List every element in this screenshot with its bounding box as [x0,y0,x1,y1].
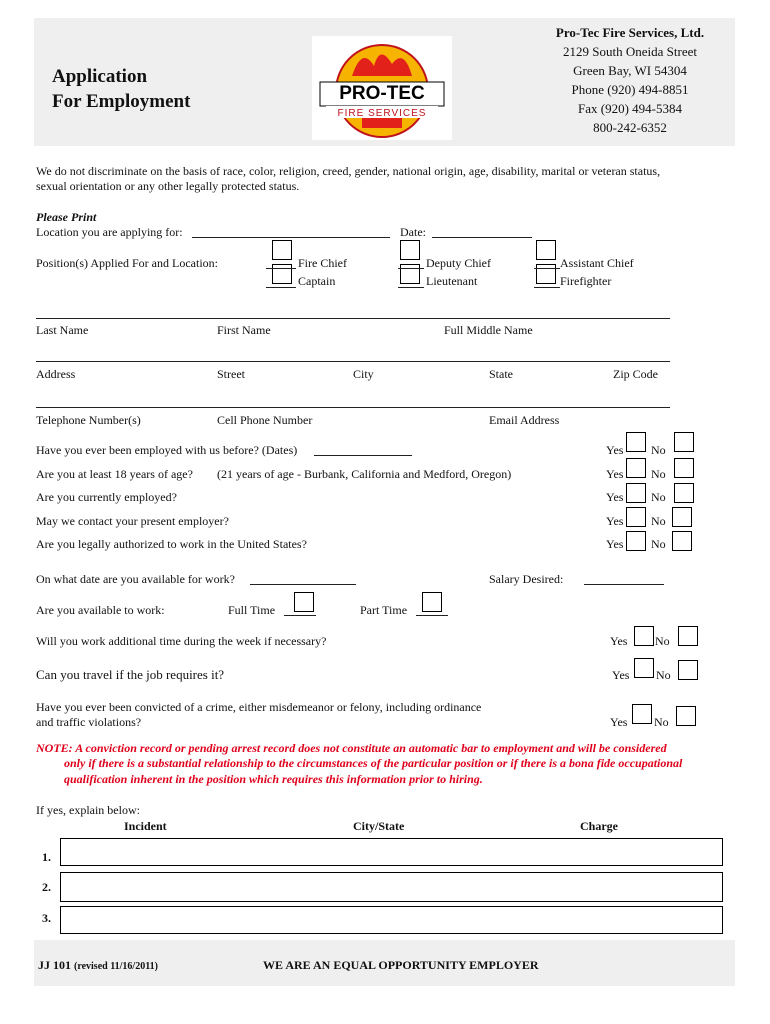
street-label: Street [217,367,245,381]
company-city: Green Bay, WI 54304 [573,63,687,78]
additional-time-question: Will you work additional time during the week if necessary? [36,634,327,648]
additional-time-yes-checkbox[interactable] [634,626,654,646]
date-input[interactable] [432,237,532,238]
yes-label: Yes [606,537,624,551]
logo-graphic [312,36,452,140]
note-line2: only if there is a substantial relationship to the circumstances of the particular position or if there is a bona fide occupational [64,756,683,770]
full-time-label: Full Time [228,603,276,617]
no-label: No [651,514,666,528]
full-time-checkbox[interactable] [294,592,314,612]
lieutenant-underline [398,287,424,288]
assistant-chief-underline [534,268,560,269]
revised-date: (revised 11/16/2011) [74,961,158,972]
incident-row-1-input[interactable] [60,838,723,866]
available-date-input[interactable] [250,584,356,585]
company-address: 2129 South Oneida Street [563,44,697,59]
lieutenant-label: Lieutenant [426,274,478,288]
travel-question: Can you travel if the job requires it? [36,667,225,682]
yes-label: Yes [612,668,630,682]
company-phone: Phone (920) 494-8851 [571,82,689,97]
city-state-header: City/State [353,819,405,833]
company-info [520,23,740,137]
salary-label: Salary Desired: [489,572,564,586]
fire-chief-checkbox[interactable] [272,240,292,260]
state-label: State [489,367,513,381]
row-number: 1. [42,850,51,864]
form-number-text: JJ 101 [38,958,71,972]
phone-input-line[interactable] [36,407,670,408]
cell-label: Cell Phone Number [217,413,313,427]
company-fax: Fax (920) 494-5384 [578,101,682,116]
currently-employed-yes-checkbox[interactable] [626,483,646,503]
authorized-yes-checkbox[interactable] [626,531,646,551]
age-yes-checkbox[interactable] [626,458,646,478]
yes-label: Yes [610,634,628,648]
deputy-chief-underline [398,268,424,269]
address-input-line[interactable] [36,361,670,362]
middle-name-label: Full Middle Name [444,323,533,337]
convicted-question-line1: Have you ever been convicted of a crime, either misdemeanor or felony, including ordinance [36,700,482,714]
assistant-chief-label: Assistant Chief [560,256,634,270]
name-input-line[interactable] [36,318,670,319]
firefighter-underline [534,287,560,288]
full-time-underline [284,615,316,616]
firefighter-label: Firefighter [560,274,612,288]
contact-employer-yes-checkbox[interactable] [626,507,646,527]
address-label: Address [36,367,76,381]
travel-yes-checkbox[interactable] [634,658,654,678]
firefighter-checkbox[interactable] [536,264,556,284]
question-contact-employer: May we contact your present employer? [36,514,229,528]
captain-underline [266,287,296,288]
question-age-note: (21 years of age - Burbank, California and Medford, Oregon) [217,467,512,481]
logo-text-bottom: FIRE SERVICES [337,108,427,119]
yes-label: Yes [606,514,624,528]
page-title [52,64,190,114]
part-time-checkbox[interactable] [422,592,442,612]
row-number: 3. [42,911,51,925]
travel-no-checkbox[interactable] [678,660,698,680]
no-label: No [656,668,671,682]
charge-header: Charge [580,819,618,833]
location-label: Location you are applying for: [36,225,183,239]
currently-employed-no-checkbox[interactable] [674,483,694,503]
explain-label: If yes, explain below: [36,803,140,817]
additional-time-no-checkbox[interactable] [678,626,698,646]
no-label: No [651,467,666,481]
employed-dates-input[interactable] [314,455,412,456]
captain-checkbox[interactable] [272,264,292,284]
question-employed-before: Have you ever been employed with us before? (Dates) [36,443,298,457]
note-line1: NOTE: A conviction record or pending arrest record does not constitute an automatic bar to employment and will be considered [36,741,667,755]
question-authorized: Are you legally authorized to work in the United States? [36,537,307,551]
authorized-no-checkbox[interactable] [672,531,692,551]
form-number [38,958,158,973]
no-label: No [651,443,666,457]
eoe-statement: WE ARE AN EQUAL OPPORTUNITY EMPLOYER [263,958,539,972]
deputy-chief-label: Deputy Chief [426,256,491,270]
assistant-chief-checkbox[interactable] [536,240,556,260]
title-line1: Application [52,66,148,87]
captain-label: Captain [298,274,336,288]
last-name-label: Last Name [36,323,89,337]
available-to-work-label: Are you available to work: [36,603,165,617]
company-logo [312,36,452,140]
company-tollfree: 800-242-6352 [593,120,667,135]
employed-before-no-checkbox[interactable] [674,432,694,452]
convicted-question-line2: and traffic violations? [36,715,142,729]
no-label: No [651,490,666,504]
lieutenant-checkbox[interactable] [400,264,420,284]
yes-label: Yes [606,490,624,504]
date-label: Date: [400,225,426,239]
disclaimer-line1: We do not discriminate on the basis of race, color, religion, creed, gender, national origin, age, disability, marital or veteran status, [36,164,661,178]
incident-header: Incident [124,819,167,833]
available-date-label: On what date are you available for work? [36,572,235,586]
company-name: Pro-Tec Fire Services, Ltd. [555,25,705,40]
salary-input[interactable] [584,584,664,585]
telephone-label: Telephone Number(s) [36,413,141,427]
convicted-yes-checkbox[interactable] [632,704,652,724]
part-time-underline [416,615,448,616]
incident-row-2-input[interactable] [60,872,723,902]
logo-text-top: PRO-TEC [339,83,425,104]
employed-before-yes-checkbox[interactable] [626,432,646,452]
city-label: City [353,367,374,381]
location-input[interactable] [192,237,390,238]
no-label: No [655,634,670,648]
convicted-no-checkbox[interactable] [676,706,696,726]
yes-label: Yes [606,443,624,457]
no-label: No [654,715,669,729]
age-no-checkbox[interactable] [674,458,694,478]
title-line2: For Employment [52,91,191,112]
yes-label: Yes [606,467,624,481]
positions-label: Position(s) Applied For and Location: [36,256,218,270]
yes-label: Yes [610,715,628,729]
please-print: Please Print [36,210,97,224]
question-currently-employed: Are you currently employed? [36,490,177,504]
fire-chief-label: Fire Chief [298,256,347,270]
first-name-label: First Name [217,323,271,337]
deputy-chief-checkbox[interactable] [400,240,420,260]
fire-chief-underline [266,268,296,269]
incident-row-3-input[interactable] [60,906,723,934]
contact-employer-no-checkbox[interactable] [672,507,692,527]
part-time-label: Part Time [360,603,408,617]
no-label: No [651,537,666,551]
row-number: 2. [42,880,51,894]
email-label: Email Address [489,413,560,427]
zip-label: Zip Code [613,367,658,381]
question-age: Are you at least 18 years of age? [36,467,193,481]
disclaimer-line2: sexual orientation or any other legally protected status. [36,179,300,193]
note-line3: qualification inherent in the position which requires this information prior to hiring. [64,772,483,786]
